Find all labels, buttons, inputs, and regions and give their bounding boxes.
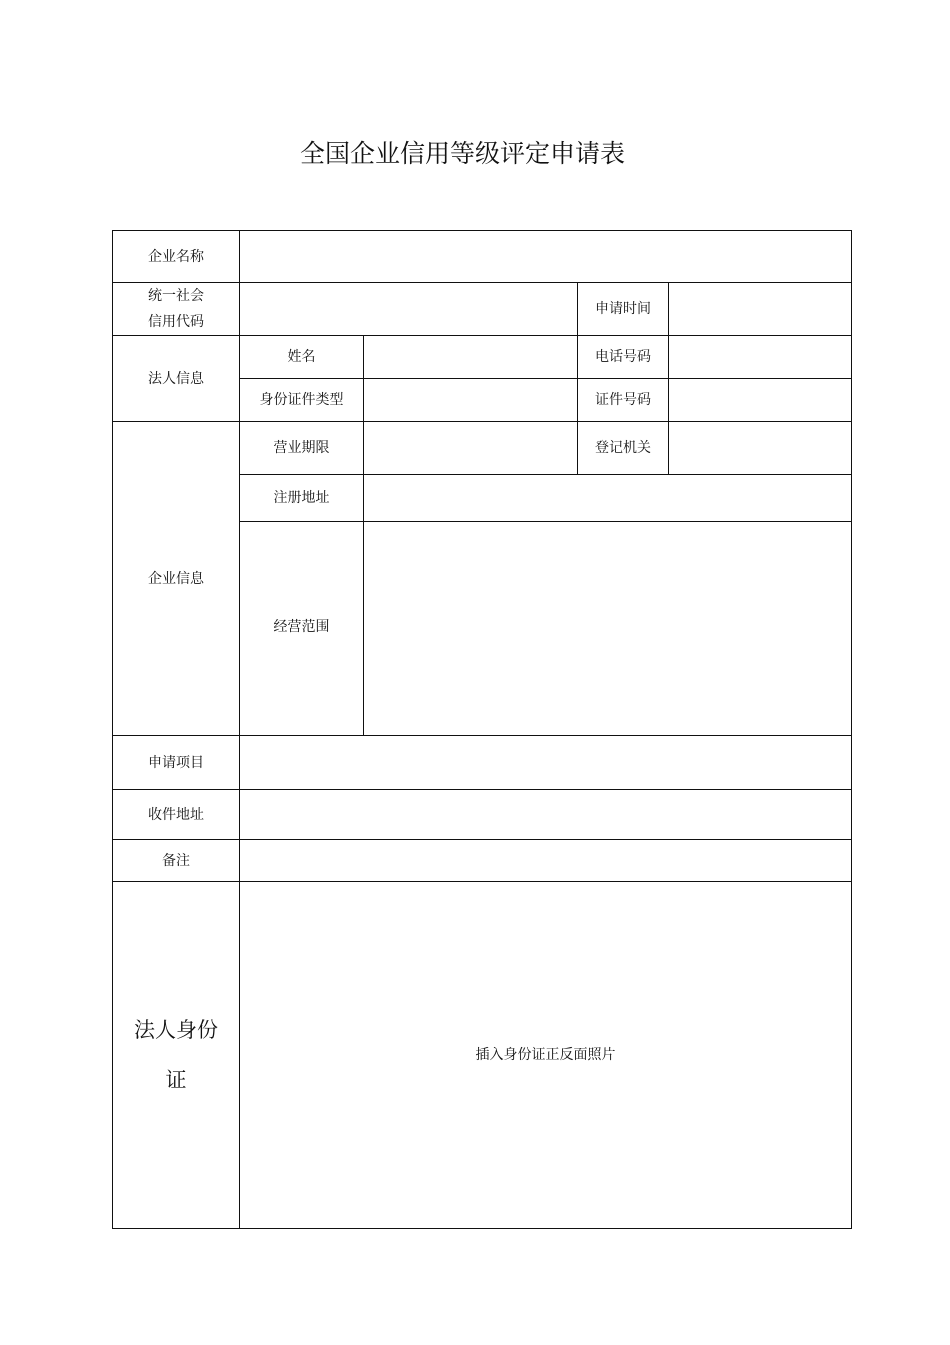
page-title: 全国企业信用等级评定申请表 bbox=[299, 139, 625, 168]
business-term-label: 营业期限 bbox=[240, 422, 364, 475]
company-name-field[interactable] bbox=[240, 231, 852, 283]
registered-address-field[interactable] bbox=[364, 475, 852, 522]
apply-time-label: 申请时间 bbox=[578, 283, 669, 336]
row-company-name bbox=[113, 231, 852, 283]
remarks-field[interactable] bbox=[240, 840, 852, 882]
apply-item-label: 申请项目 bbox=[113, 736, 240, 790]
id-card-label-line1: 法人身份 bbox=[134, 1018, 218, 1042]
application-form-table bbox=[112, 230, 852, 1229]
row-business-term bbox=[113, 422, 852, 475]
registered-address-label: 注册地址 bbox=[240, 475, 364, 522]
receive-address-label: 收件地址 bbox=[113, 790, 240, 840]
id-type-field[interactable] bbox=[364, 379, 578, 422]
credit-code-label-line2: 信用代码 bbox=[148, 314, 204, 330]
id-photo-placeholder: 插入身份证正反面照片 bbox=[475, 1047, 616, 1063]
phone-field[interactable] bbox=[669, 336, 852, 379]
business-scope-label: 经营范围 bbox=[240, 522, 364, 736]
id-number-label: 证件号码 bbox=[578, 379, 669, 422]
id-card-label bbox=[113, 882, 240, 1229]
remarks-label: 备注 bbox=[113, 840, 240, 882]
credit-code-label-line1: 统一社会 bbox=[148, 288, 204, 304]
id-number-field[interactable] bbox=[669, 379, 852, 422]
registration-authority-label: 登记机关 bbox=[578, 422, 669, 475]
id-photo-area[interactable] bbox=[240, 882, 852, 1229]
id-type-label: 身份证件类型 bbox=[240, 379, 364, 422]
credit-code-label bbox=[113, 283, 240, 336]
legal-info-label: 法人信息 bbox=[113, 336, 240, 422]
row-receive-address bbox=[113, 790, 852, 840]
company-info-label: 企业信息 bbox=[113, 422, 240, 736]
apply-item-field[interactable] bbox=[240, 736, 852, 790]
phone-label: 电话号码 bbox=[578, 336, 669, 379]
row-id-card bbox=[113, 882, 852, 1229]
apply-time-field[interactable] bbox=[669, 283, 852, 336]
business-scope-field[interactable] bbox=[364, 522, 852, 736]
company-name-label: 企业名称 bbox=[113, 231, 240, 283]
id-card-label-line2: 证 bbox=[165, 1068, 187, 1092]
name-label: 姓名 bbox=[240, 336, 364, 379]
id-card-label-text bbox=[126, 1005, 226, 1105]
registration-authority-field[interactable] bbox=[669, 422, 852, 475]
row-remarks bbox=[113, 840, 852, 882]
row-credit-code bbox=[113, 283, 852, 336]
receive-address-field[interactable] bbox=[240, 790, 852, 840]
name-field[interactable] bbox=[364, 336, 578, 379]
row-legal-name bbox=[113, 336, 852, 379]
credit-code-field[interactable] bbox=[240, 283, 578, 336]
business-term-field[interactable] bbox=[364, 422, 578, 475]
row-apply-item bbox=[113, 736, 852, 790]
